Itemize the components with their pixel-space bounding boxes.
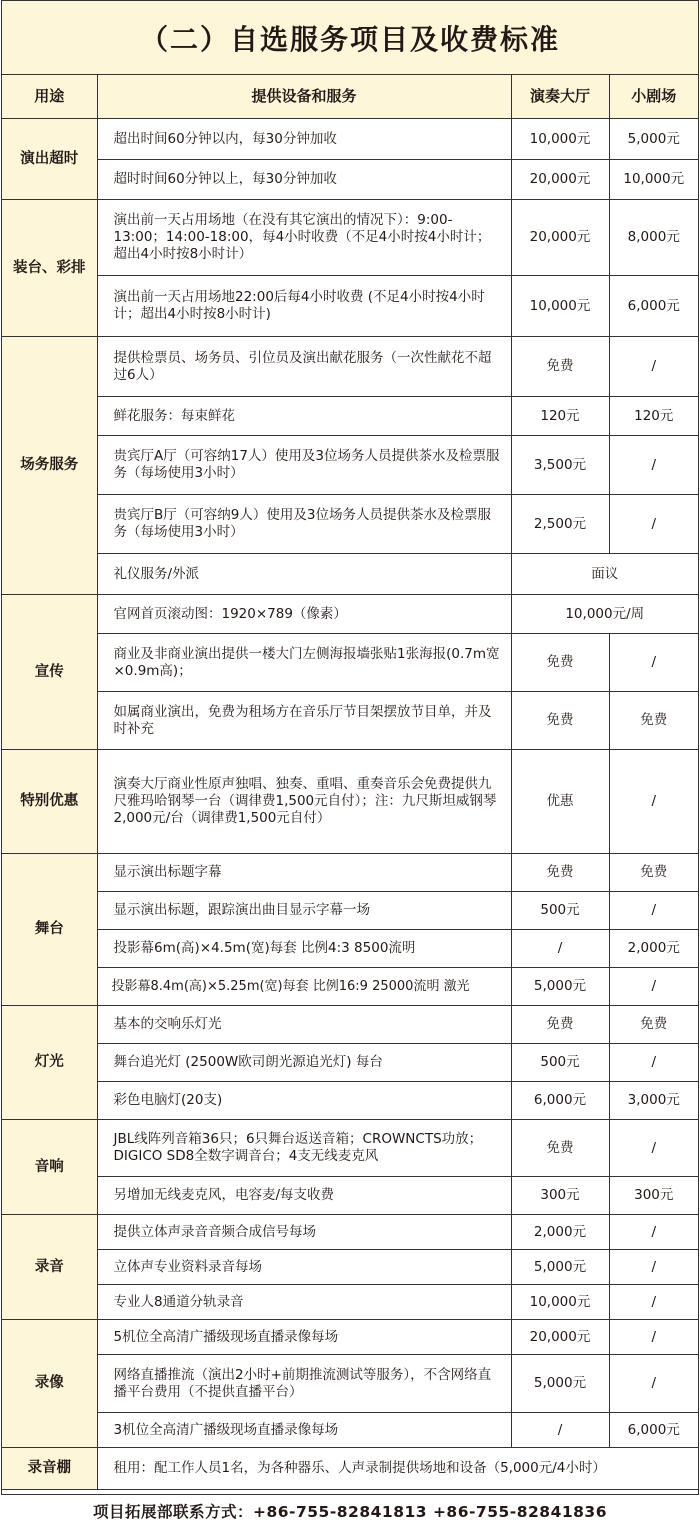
combined-price: 面议 xyxy=(511,554,698,595)
combined-price: 10,000元/周 xyxy=(511,595,698,634)
theater-price: / xyxy=(609,1250,698,1285)
header-use: 用途 xyxy=(2,75,97,119)
hall-price: 免费 xyxy=(511,692,609,750)
hall-price: 2,500元 xyxy=(511,495,609,554)
category-sound: 音响 xyxy=(2,1120,97,1215)
theater-price: 2,000元 xyxy=(609,930,698,968)
service-desc: 提供检票员、场务员、引位员及演出献花服务（一次性献花不超过6人） xyxy=(97,337,511,397)
fee-table xyxy=(2,75,698,1490)
table-row xyxy=(2,160,698,200)
theater-price: 10,000元 xyxy=(609,160,698,200)
service-desc: 租用：配工作人员1名，为各种器乐、人声录制提供场地和设备（5,000元/4小时） xyxy=(97,1448,698,1490)
hall-price: 10,000元 xyxy=(511,276,609,337)
category-promo: 宣传 xyxy=(2,595,97,750)
table-row xyxy=(2,1120,698,1177)
hall-price: 20,000元 xyxy=(511,1320,609,1355)
table-row xyxy=(2,276,698,337)
table-row xyxy=(2,1044,698,1082)
theater-price: / xyxy=(609,892,698,930)
hall-price: 300元 xyxy=(511,1177,609,1215)
hall-price: 500元 xyxy=(511,1044,609,1082)
category-stage: 舞台 xyxy=(2,854,97,1006)
hall-price: 免费 xyxy=(511,1120,609,1177)
service-desc: 鲜花服务：每束鲜花 xyxy=(97,397,511,436)
theater-price: 8,000元 xyxy=(609,200,698,276)
table-row xyxy=(2,1215,698,1250)
service-desc: 舞台追光灯 (2500W欧司朗光源追光灯) 每台 xyxy=(97,1044,511,1082)
hall-price: 优惠 xyxy=(511,750,609,854)
table-row xyxy=(2,1250,698,1285)
theater-price: 120元 xyxy=(609,397,698,436)
header-hall: 演奏大厅 xyxy=(511,75,609,119)
theater-price: / xyxy=(609,1120,698,1177)
theater-price: 免费 xyxy=(609,854,698,892)
service-desc: 如属商业演出，免费为租场方在音乐厅节目架摆放节目单，并及时补充 xyxy=(97,692,511,750)
service-desc: 投影幕6m(高)×4.5m(宽)每套 比例4:3 8500流明 xyxy=(97,930,511,968)
service-desc: 网络直播推流（演出2小时+前期推流测试等服务），不含网络直播平台费用（不提供直播平台） xyxy=(97,1355,511,1413)
table-row xyxy=(2,1006,698,1044)
table-row xyxy=(2,1355,698,1413)
category-video: 录像 xyxy=(2,1320,97,1448)
category-special: 特别优惠 xyxy=(2,750,97,854)
table-row xyxy=(2,495,698,554)
table-row xyxy=(2,750,698,854)
table-row xyxy=(2,892,698,930)
header-service: 提供设备和服务 xyxy=(97,75,511,119)
theater-price: / xyxy=(609,495,698,554)
service-desc: 显示演出标题字幕 xyxy=(97,854,511,892)
theater-price: 免费 xyxy=(609,692,698,750)
service-desc: 商业及非商业演出提供一楼大门左侧海报墙张贴1张海报(0.7m宽×0.9m高)； xyxy=(97,634,511,692)
table-row xyxy=(2,1082,698,1120)
category-studio: 录音棚 xyxy=(2,1448,97,1490)
theater-price: 5,000元 xyxy=(609,119,698,160)
hall-price: 10,000元 xyxy=(511,1285,609,1320)
hall-price: 免费 xyxy=(511,854,609,892)
table-row xyxy=(2,930,698,968)
category-overtime: 演出超时 xyxy=(2,119,97,200)
hall-price: 2,000元 xyxy=(511,1215,609,1250)
hall-price: 5,000元 xyxy=(511,1355,609,1413)
service-desc: 贵宾厅B厅（可容纳9人）使用及3位场务人员提供茶水及检票服务（每场使用3小时） xyxy=(97,495,511,554)
hall-price: 5,000元 xyxy=(511,968,609,1006)
theater-price: 免费 xyxy=(609,1006,698,1044)
theater-price: / xyxy=(609,1285,698,1320)
table-row xyxy=(2,436,698,495)
service-desc: 另增加无线麦克风，电容麦/每支收费 xyxy=(97,1177,511,1215)
hall-price: 免费 xyxy=(511,634,609,692)
hall-price: 免费 xyxy=(511,1006,609,1044)
theater-price: / xyxy=(609,968,698,1006)
service-desc: JBL线阵列音箱36只；6只舞台返送音箱；CROWNCTS功放；DIGICO SD8全数字调音台；4支无线麦克风 xyxy=(97,1120,511,1177)
fee-sheet xyxy=(1,0,699,1495)
service-desc: 3机位全高清广播级现场直播录像每场 xyxy=(97,1413,511,1448)
theater-price: 6,000元 xyxy=(609,1413,698,1448)
table-row xyxy=(2,554,698,595)
theater-price: 3,000元 xyxy=(609,1082,698,1120)
theater-price: 6,000元 xyxy=(609,276,698,337)
table-row xyxy=(2,1448,698,1490)
hall-price: 免费 xyxy=(511,337,609,397)
table-row xyxy=(2,200,698,276)
hall-price: / xyxy=(511,930,609,968)
service-desc: 投影幕8.4m(高)×5.25m(宽)每套 比例16:9 25000流明 激光 xyxy=(97,968,511,1006)
service-desc: 超时时间60分钟以上，每30分钟加收 xyxy=(97,160,511,200)
service-desc: 立体声专业资料录音每场 xyxy=(97,1250,511,1285)
service-desc: 官网首页滚动图：1920×789（像素） xyxy=(97,595,511,634)
category-recording: 录音 xyxy=(2,1215,97,1320)
table-row xyxy=(2,397,698,436)
service-desc: 贵宾厅A厅（可容纳17人）使用及3位场务人员提供茶水及检票服务（每场使用3小时） xyxy=(97,436,511,495)
contact-footer: 项目拓展部联系方式：+86-755-82841813 +86-755-82841836 xyxy=(92,1502,607,1521)
theater-price: / xyxy=(609,634,698,692)
header-theater: 小剧场 xyxy=(609,75,698,119)
table-row xyxy=(2,1285,698,1320)
table-row xyxy=(2,1413,698,1448)
table-row xyxy=(2,854,698,892)
theater-price: / xyxy=(609,1215,698,1250)
service-desc: 5机位全高清广播级现场直播录像每场 xyxy=(97,1320,511,1355)
hall-price: / xyxy=(511,1413,609,1448)
theater-price: 300元 xyxy=(609,1177,698,1215)
service-desc: 演奏大厅商业性原声独唱、独奏、重唱、重奏音乐会免费提供九尺雅玛哈钢琴一台（调律费1,500元自付）；注：九尺斯坦威钢琴2,000元/台（调律费1,500元自付） xyxy=(97,750,511,854)
table-row xyxy=(2,595,698,634)
table-row xyxy=(2,692,698,750)
service-desc: 基本的交响乐灯光 xyxy=(97,1006,511,1044)
table-row xyxy=(2,634,698,692)
service-desc: 演出前一天占用场地22:00后每4小时收费 (不足4小时按4小时计；超出4小时按8小时计) xyxy=(97,276,511,337)
page-title: （二）自选服务项目及收费标准 xyxy=(2,1,698,75)
theater-price: / xyxy=(609,750,698,854)
hall-price: 5,000元 xyxy=(511,1250,609,1285)
hall-price: 20,000元 xyxy=(511,200,609,276)
hall-price: 6,000元 xyxy=(511,1082,609,1120)
category-setup: 装台、彩排 xyxy=(2,200,97,337)
service-desc: 彩色电脑灯(20支) xyxy=(97,1082,511,1120)
category-lighting: 灯光 xyxy=(2,1006,97,1120)
hall-price: 3,500元 xyxy=(511,436,609,495)
service-desc: 提供立体声录音音频合成信号每场 xyxy=(97,1215,511,1250)
hall-price: 10,000元 xyxy=(511,119,609,160)
theater-price: / xyxy=(609,1044,698,1082)
service-desc: 专业人8通道分轨录音 xyxy=(97,1285,511,1320)
table-row xyxy=(2,968,698,1006)
theater-price: / xyxy=(609,1355,698,1413)
theater-price: / xyxy=(609,337,698,397)
hall-price: 500元 xyxy=(511,892,609,930)
hall-price: 20,000元 xyxy=(511,160,609,200)
theater-price: / xyxy=(609,436,698,495)
table-row xyxy=(2,337,698,397)
service-desc: 演出前一天占用场地（在没有其它演出的情况下）：9:00-13:00；14:00-18:00，每4小时收费（不足4小时按4小时计；超出4小时按8小时计） xyxy=(97,200,511,276)
hall-price: 120元 xyxy=(511,397,609,436)
table-row xyxy=(2,1177,698,1215)
header-row xyxy=(2,75,698,119)
service-desc: 显示演出标题，跟踪演出曲目显示字幕一场 xyxy=(97,892,511,930)
theater-price: / xyxy=(609,1320,698,1355)
table-row xyxy=(2,119,698,160)
category-venue: 场务服务 xyxy=(2,337,97,595)
table-row xyxy=(2,1320,698,1355)
service-desc: 礼仪服务/外派 xyxy=(97,554,511,595)
service-desc: 超出时间60分钟以内，每30分钟加收 xyxy=(97,119,511,160)
